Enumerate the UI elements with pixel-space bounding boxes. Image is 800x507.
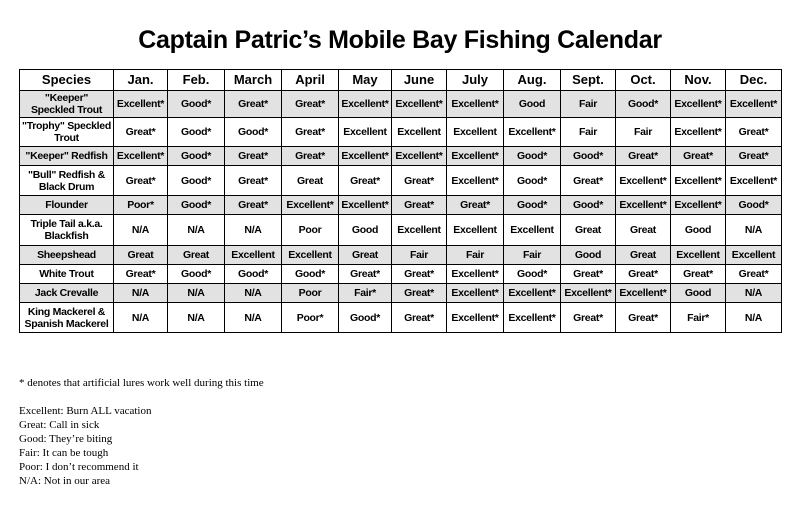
rating-cell: Great* <box>225 196 282 215</box>
species-cell: "Trophy" Speckled Trout <box>20 118 114 147</box>
rating-cell: Excellent* <box>671 91 726 118</box>
rating-cell: N/A <box>225 303 282 333</box>
rating-cell: Excellent <box>447 215 504 246</box>
species-cell: "Keeper" Speckled Trout <box>20 91 114 118</box>
rating-cell: Excellent <box>339 118 392 147</box>
rating-cell: Fair* <box>339 284 392 303</box>
notes-section <box>19 376 264 488</box>
legend-item: Great: Call in sick <box>19 419 100 431</box>
rating-cell: Good* <box>504 147 561 166</box>
table-row <box>20 166 782 196</box>
rating-cell: Great* <box>282 91 339 118</box>
rating-cell: Excellent* <box>616 284 671 303</box>
table-header-row <box>20 70 782 91</box>
rating-cell: Fair* <box>671 303 726 333</box>
rating-cell: Good <box>504 91 561 118</box>
rating-cell: N/A <box>168 303 225 333</box>
rating-legend <box>19 404 264 488</box>
table-body <box>20 91 782 333</box>
rating-cell: Excellent* <box>392 91 447 118</box>
table-row <box>20 284 782 303</box>
rating-cell: Good* <box>168 91 225 118</box>
rating-cell: Excellent* <box>447 284 504 303</box>
rating-cell: Excellent* <box>339 147 392 166</box>
column-header: Aug. <box>504 70 561 91</box>
rating-cell: Good* <box>726 196 782 215</box>
rating-cell: Good* <box>225 265 282 284</box>
rating-cell: Great* <box>671 265 726 284</box>
rating-cell: Great <box>339 246 392 265</box>
rating-cell: N/A <box>726 284 782 303</box>
column-header: Sept. <box>561 70 616 91</box>
rating-cell: Excellent <box>282 246 339 265</box>
rating-cell: Great* <box>392 284 447 303</box>
rating-cell: Great* <box>225 147 282 166</box>
column-header: Nov. <box>671 70 726 91</box>
rating-cell: Great* <box>282 147 339 166</box>
fishing-calendar-table <box>19 69 782 333</box>
table-row <box>20 246 782 265</box>
rating-cell: Good* <box>504 265 561 284</box>
rating-cell: Excellent* <box>726 91 782 118</box>
rating-cell: Excellent <box>225 246 282 265</box>
rating-cell: Great* <box>561 303 616 333</box>
rating-cell: Poor <box>282 215 339 246</box>
rating-cell: Great* <box>561 265 616 284</box>
rating-cell: Great <box>168 246 225 265</box>
rating-cell: Great* <box>616 303 671 333</box>
rating-cell: Excellent* <box>114 91 168 118</box>
rating-cell: Great <box>616 246 671 265</box>
species-cell: Sheepshead <box>20 246 114 265</box>
column-header: Dec. <box>726 70 782 91</box>
rating-cell: Good* <box>225 118 282 147</box>
legend-item: N/A: Not in our area <box>19 475 111 487</box>
rating-cell: N/A <box>168 215 225 246</box>
column-header: Species <box>20 70 114 91</box>
column-header: March <box>225 70 282 91</box>
rating-cell: Excellent* <box>392 147 447 166</box>
rating-cell: Excellent* <box>447 265 504 284</box>
legend-item: Fair: It can be tough <box>19 447 109 459</box>
rating-cell: Good* <box>168 196 225 215</box>
rating-cell: Great* <box>225 166 282 196</box>
rating-cell: Poor <box>282 284 339 303</box>
rating-cell: Excellent* <box>447 303 504 333</box>
table-row <box>20 303 782 333</box>
rating-cell: Good* <box>561 147 616 166</box>
rating-cell: Good* <box>561 196 616 215</box>
species-cell: Jack Crevalle <box>20 284 114 303</box>
species-cell: "Bull" Redfish & Black Drum <box>20 166 114 196</box>
page-title: Captain Patric’s Mobile Bay Fishing Calendar <box>138 26 662 54</box>
rating-cell: Great* <box>392 196 447 215</box>
footnote: * denotes that artificial lures work well during this time <box>19 377 264 389</box>
rating-cell: Excellent* <box>447 166 504 196</box>
rating-cell: Excellent* <box>616 196 671 215</box>
rating-cell: Excellent* <box>726 166 782 196</box>
rating-cell: Fair <box>561 91 616 118</box>
column-header: Oct. <box>616 70 671 91</box>
rating-cell: Great* <box>339 166 392 196</box>
rating-cell: Great* <box>114 166 168 196</box>
column-header: July <box>447 70 504 91</box>
rating-cell: Great* <box>282 118 339 147</box>
rating-cell: Great* <box>114 118 168 147</box>
table-row <box>20 215 782 246</box>
rating-cell: Good* <box>504 166 561 196</box>
rating-cell: Excellent* <box>282 196 339 215</box>
species-cell: Flounder <box>20 196 114 215</box>
rating-cell: Fair <box>447 246 504 265</box>
rating-cell: Excellent* <box>671 118 726 147</box>
rating-cell: Excellent* <box>504 284 561 303</box>
rating-cell: Great* <box>114 265 168 284</box>
rating-cell: Good <box>671 215 726 246</box>
legend-item: Good: They’re biting <box>19 433 113 445</box>
rating-cell: Fair <box>392 246 447 265</box>
table-row <box>20 118 782 147</box>
rating-cell: Good* <box>168 118 225 147</box>
rating-cell: Great* <box>561 166 616 196</box>
rating-cell: N/A <box>114 284 168 303</box>
rating-cell: N/A <box>726 215 782 246</box>
species-cell: White Trout <box>20 265 114 284</box>
rating-cell: Fair <box>561 118 616 147</box>
table-row <box>20 196 782 215</box>
rating-cell: Excellent* <box>339 91 392 118</box>
rating-cell: Excellent* <box>339 196 392 215</box>
legend-item: Poor: I don’t recommend it <box>19 461 139 473</box>
rating-cell: Excellent* <box>504 118 561 147</box>
rating-cell: Excellent <box>447 118 504 147</box>
rating-cell: Great <box>114 246 168 265</box>
rating-cell: N/A <box>168 284 225 303</box>
rating-cell: Good* <box>168 166 225 196</box>
rating-cell: Good* <box>168 147 225 166</box>
rating-cell: Great <box>616 215 671 246</box>
rating-cell: Excellent <box>392 118 447 147</box>
table-row <box>20 147 782 166</box>
rating-cell: Good* <box>616 91 671 118</box>
species-cell: King Mackerel & Spanish Mackerel <box>20 303 114 333</box>
rating-cell: Great* <box>392 265 447 284</box>
rating-cell: N/A <box>726 303 782 333</box>
rating-cell: Good* <box>282 265 339 284</box>
column-header: June <box>392 70 447 91</box>
table-row <box>20 91 782 118</box>
rating-cell: Great* <box>225 91 282 118</box>
rating-cell: Excellent <box>671 246 726 265</box>
rating-cell: N/A <box>114 303 168 333</box>
rating-cell: Good* <box>504 196 561 215</box>
rating-cell: Excellent* <box>671 196 726 215</box>
rating-cell: Excellent* <box>671 166 726 196</box>
rating-cell: Poor* <box>282 303 339 333</box>
rating-cell: Excellent* <box>114 147 168 166</box>
column-header: Feb. <box>168 70 225 91</box>
rating-cell: Excellent <box>726 246 782 265</box>
rating-cell: Great* <box>726 147 782 166</box>
rating-cell: Great* <box>392 166 447 196</box>
table-row <box>20 265 782 284</box>
rating-cell: Good <box>339 215 392 246</box>
rating-cell: Excellent* <box>616 166 671 196</box>
rating-cell: Great <box>561 215 616 246</box>
legend-item: Excellent: Burn ALL vacation <box>19 405 152 417</box>
rating-cell: N/A <box>114 215 168 246</box>
column-header: Jan. <box>114 70 168 91</box>
rating-cell: Excellent* <box>447 147 504 166</box>
column-header: May <box>339 70 392 91</box>
rating-cell: Great* <box>447 196 504 215</box>
rating-cell: Good <box>671 284 726 303</box>
rating-cell: Excellent <box>504 215 561 246</box>
rating-cell: Excellent* <box>447 91 504 118</box>
rating-cell: Excellent* <box>561 284 616 303</box>
rating-cell: Great* <box>726 118 782 147</box>
rating-cell: Great* <box>726 265 782 284</box>
rating-cell: Good* <box>339 303 392 333</box>
rating-cell: Poor* <box>114 196 168 215</box>
rating-cell: Good* <box>168 265 225 284</box>
species-cell: Triple Tail a.k.a. Blackfish <box>20 215 114 246</box>
rating-cell: Fair <box>504 246 561 265</box>
rating-cell: Great* <box>392 303 447 333</box>
rating-cell: Fair <box>616 118 671 147</box>
rating-cell: Great* <box>616 147 671 166</box>
rating-cell: Great <box>282 166 339 196</box>
column-header: April <box>282 70 339 91</box>
rating-cell: N/A <box>225 284 282 303</box>
rating-cell: Excellent* <box>504 303 561 333</box>
rating-cell: Good <box>561 246 616 265</box>
species-cell: "Keeper" Redfish <box>20 147 114 166</box>
rating-cell: Excellent <box>392 215 447 246</box>
rating-cell: Great* <box>616 265 671 284</box>
rating-cell: Great* <box>339 265 392 284</box>
rating-cell: N/A <box>225 215 282 246</box>
rating-cell: Great* <box>671 147 726 166</box>
